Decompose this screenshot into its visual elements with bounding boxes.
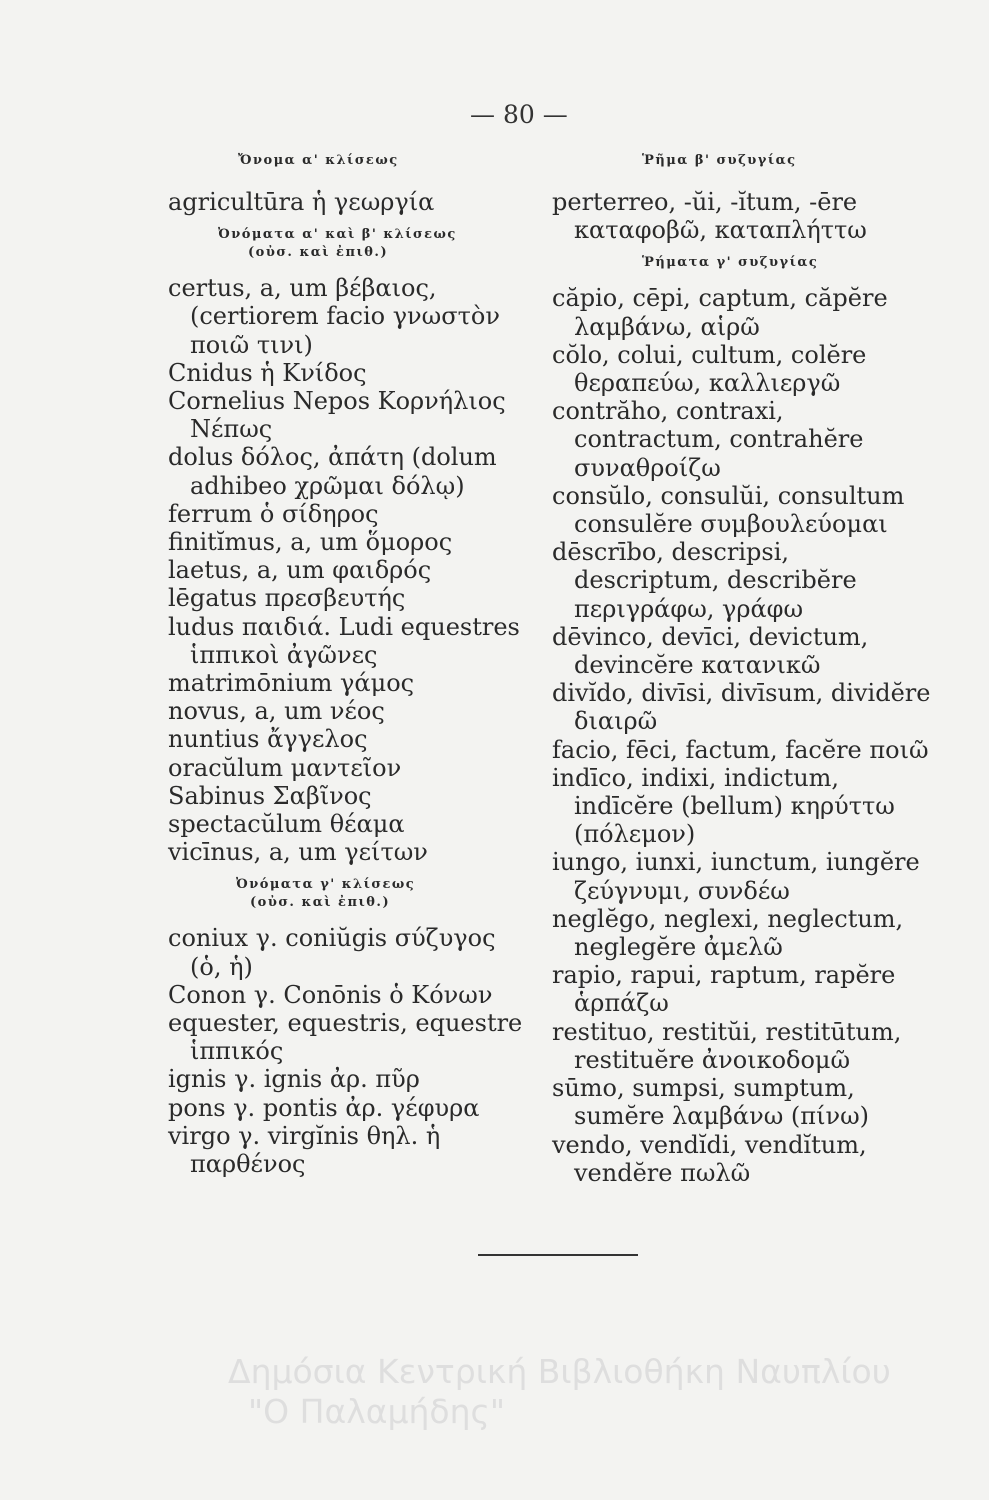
vocab-entry: Cornelius Nepos Κορνήλιος Νέπως [168, 387, 506, 444]
left-column [168, 152, 523, 1178]
vocab-entry: matrimōnium γάμος [168, 669, 415, 698]
heading-block-first-second-declension [168, 226, 523, 262]
heading-block-third-conjugation [552, 254, 932, 272]
section-divider [478, 1254, 638, 1256]
vocab-entry: Cnidus ἡ Κνίδος [168, 358, 367, 387]
vocab-entry: lēgatus πρεσβευτής [168, 584, 406, 613]
vocab-entry: equester, equestris, equestre ἱππικός [168, 1009, 523, 1066]
vocab-entry: dēvinco, devīci, devictum, devincĕre κατανικῶ [552, 622, 869, 680]
watermark-line: Δημόσια Κεντρική Βιβλιοθήκη Ναυπλίου [228, 1352, 891, 1391]
vocab-entry: nuntius ἄγγελος [168, 725, 368, 754]
section-heading-first-second-declension: Ὀνόματα α' καὶ β' κλίσεως [218, 227, 457, 243]
vocab-entry: coniux γ. coniŭgis σύζυγος (ὁ, ἡ) [168, 924, 496, 981]
vocab-entry: ignis γ. ignis ἀρ. πῦρ [168, 1065, 420, 1094]
vocab-entry: restituo, restitŭi, restitūtum, restituĕre ἀνοικοδομῶ [552, 1017, 902, 1074]
watermark-line: "Ο Παλαμήδης" [248, 1392, 506, 1431]
section-heading-third-conjugation: Ῥήματα γ' συζυγίας [642, 255, 819, 271]
vocab-entry: dolus δόλος, ἀπάτη (dolum adhibeo χρῶμαι δόλῳ) [168, 443, 497, 500]
vocab-entry: agricultūra ἡ γεωργία [168, 188, 435, 216]
page-number: — 80 — [470, 100, 568, 129]
vocab-entry: consŭlo, consulŭi, consultum consulĕre συμβουλεύομαι [552, 481, 905, 539]
vocab-entry: indīco, indixi, indictum, indīcĕre (bellum) κηρύττω (πόλεμον) [552, 763, 895, 849]
vocab-entry: contrăho, contraxi, contractum, contrahĕre συναθροίζω [552, 397, 864, 482]
vocab-entry: Conon γ. Conōnis ὁ Κόνων [168, 980, 493, 1009]
vocab-entry: dēscrībo, descripsi, descriptum, describĕre περιγράφω, γράφω [552, 538, 857, 623]
vocab-entry: virgo γ. virgĭnis θηλ. ἡ παρθένος [168, 1121, 441, 1179]
vocab-entry: finitĭmus, a, um ὅμορος [168, 528, 453, 557]
section-heading-third-declension: Ὀνόματα γ' κλίσεως [236, 877, 416, 893]
vocab-entry: Sabinus Σαβῖνος [168, 781, 372, 810]
vocab-entry: oracŭlum μαντεῖον [168, 753, 402, 782]
vocab-entry: ferrum ὁ σίδηρος [168, 499, 379, 528]
section-subheading-nouns-adjectives: (οὐσ. καὶ ἐπιθ.) [248, 245, 389, 261]
vocab-entry: căpio, cēpi, captum, căpĕre λαμβάνω, αἱρῶ [552, 284, 888, 341]
section-heading-first-declension: Ὄνομα α' κλίσεως [238, 153, 399, 168]
section-subheading-nouns-adjectives: (οὐσ. καὶ ἐπιθ.) [250, 895, 391, 911]
vocab-entry: facio, fēci, factum, facĕre ποιῶ [552, 735, 929, 764]
vocab-entry: certus, a, um βέβαιος, (certiorem facio γνωστὸν ποιῶ τινι) [168, 274, 500, 359]
vocab-entry: pons γ. pontis ἀρ. γέφυρα [168, 1093, 480, 1122]
vocab-entry: rapio, rapui, raptum, rapĕre ἁρπάζω [552, 961, 896, 1018]
library-watermark [228, 1352, 968, 1432]
vocab-entry: sūmo, sumpsi, sumptum, sumĕre λαμβάνω (πίνω) [552, 1074, 869, 1131]
heading-block-third-declension [168, 876, 523, 912]
vocab-entry: laetus, a, um φαιδρός [168, 556, 432, 585]
section-heading-second-conjugation: Ῥῆμα β' συζυγίας [642, 153, 797, 168]
vocab-entry: ludus παιδιά. Ludi equestres ἱππικοὶ ἀγῶνες [168, 612, 520, 669]
vocab-entry: vendo, vendĭdi, vendĭtum, vendĕre πωλῶ [552, 1130, 867, 1187]
vocab-entry: novus, a, um νέος [168, 697, 385, 726]
vocab-entry: spectacŭlum θέαμα [168, 810, 405, 839]
vocab-entry: perterreo, -ŭi, -ĭtum, -ēre καταφοβῶ, καταπλήττω [552, 188, 867, 245]
vocab-entry: divĭdo, divīsi, divīsum, dividĕre διαιρῶ [552, 679, 931, 736]
vocab-entry: neglĕgo, neglexi, neglectum, neglegĕre ἀμελῶ [552, 904, 904, 962]
vocab-entry: iungo, iunxi, iunctum, iungĕre ζεύγνυμι, συνδέω [552, 848, 920, 905]
vocab-entry: cŏlo, colui, cultum, colĕre θεραπεύω, καλλιεργῶ [552, 340, 867, 398]
vocab-entry: vicīnus, a, um γείτων [168, 838, 428, 867]
right-column [552, 152, 932, 1187]
